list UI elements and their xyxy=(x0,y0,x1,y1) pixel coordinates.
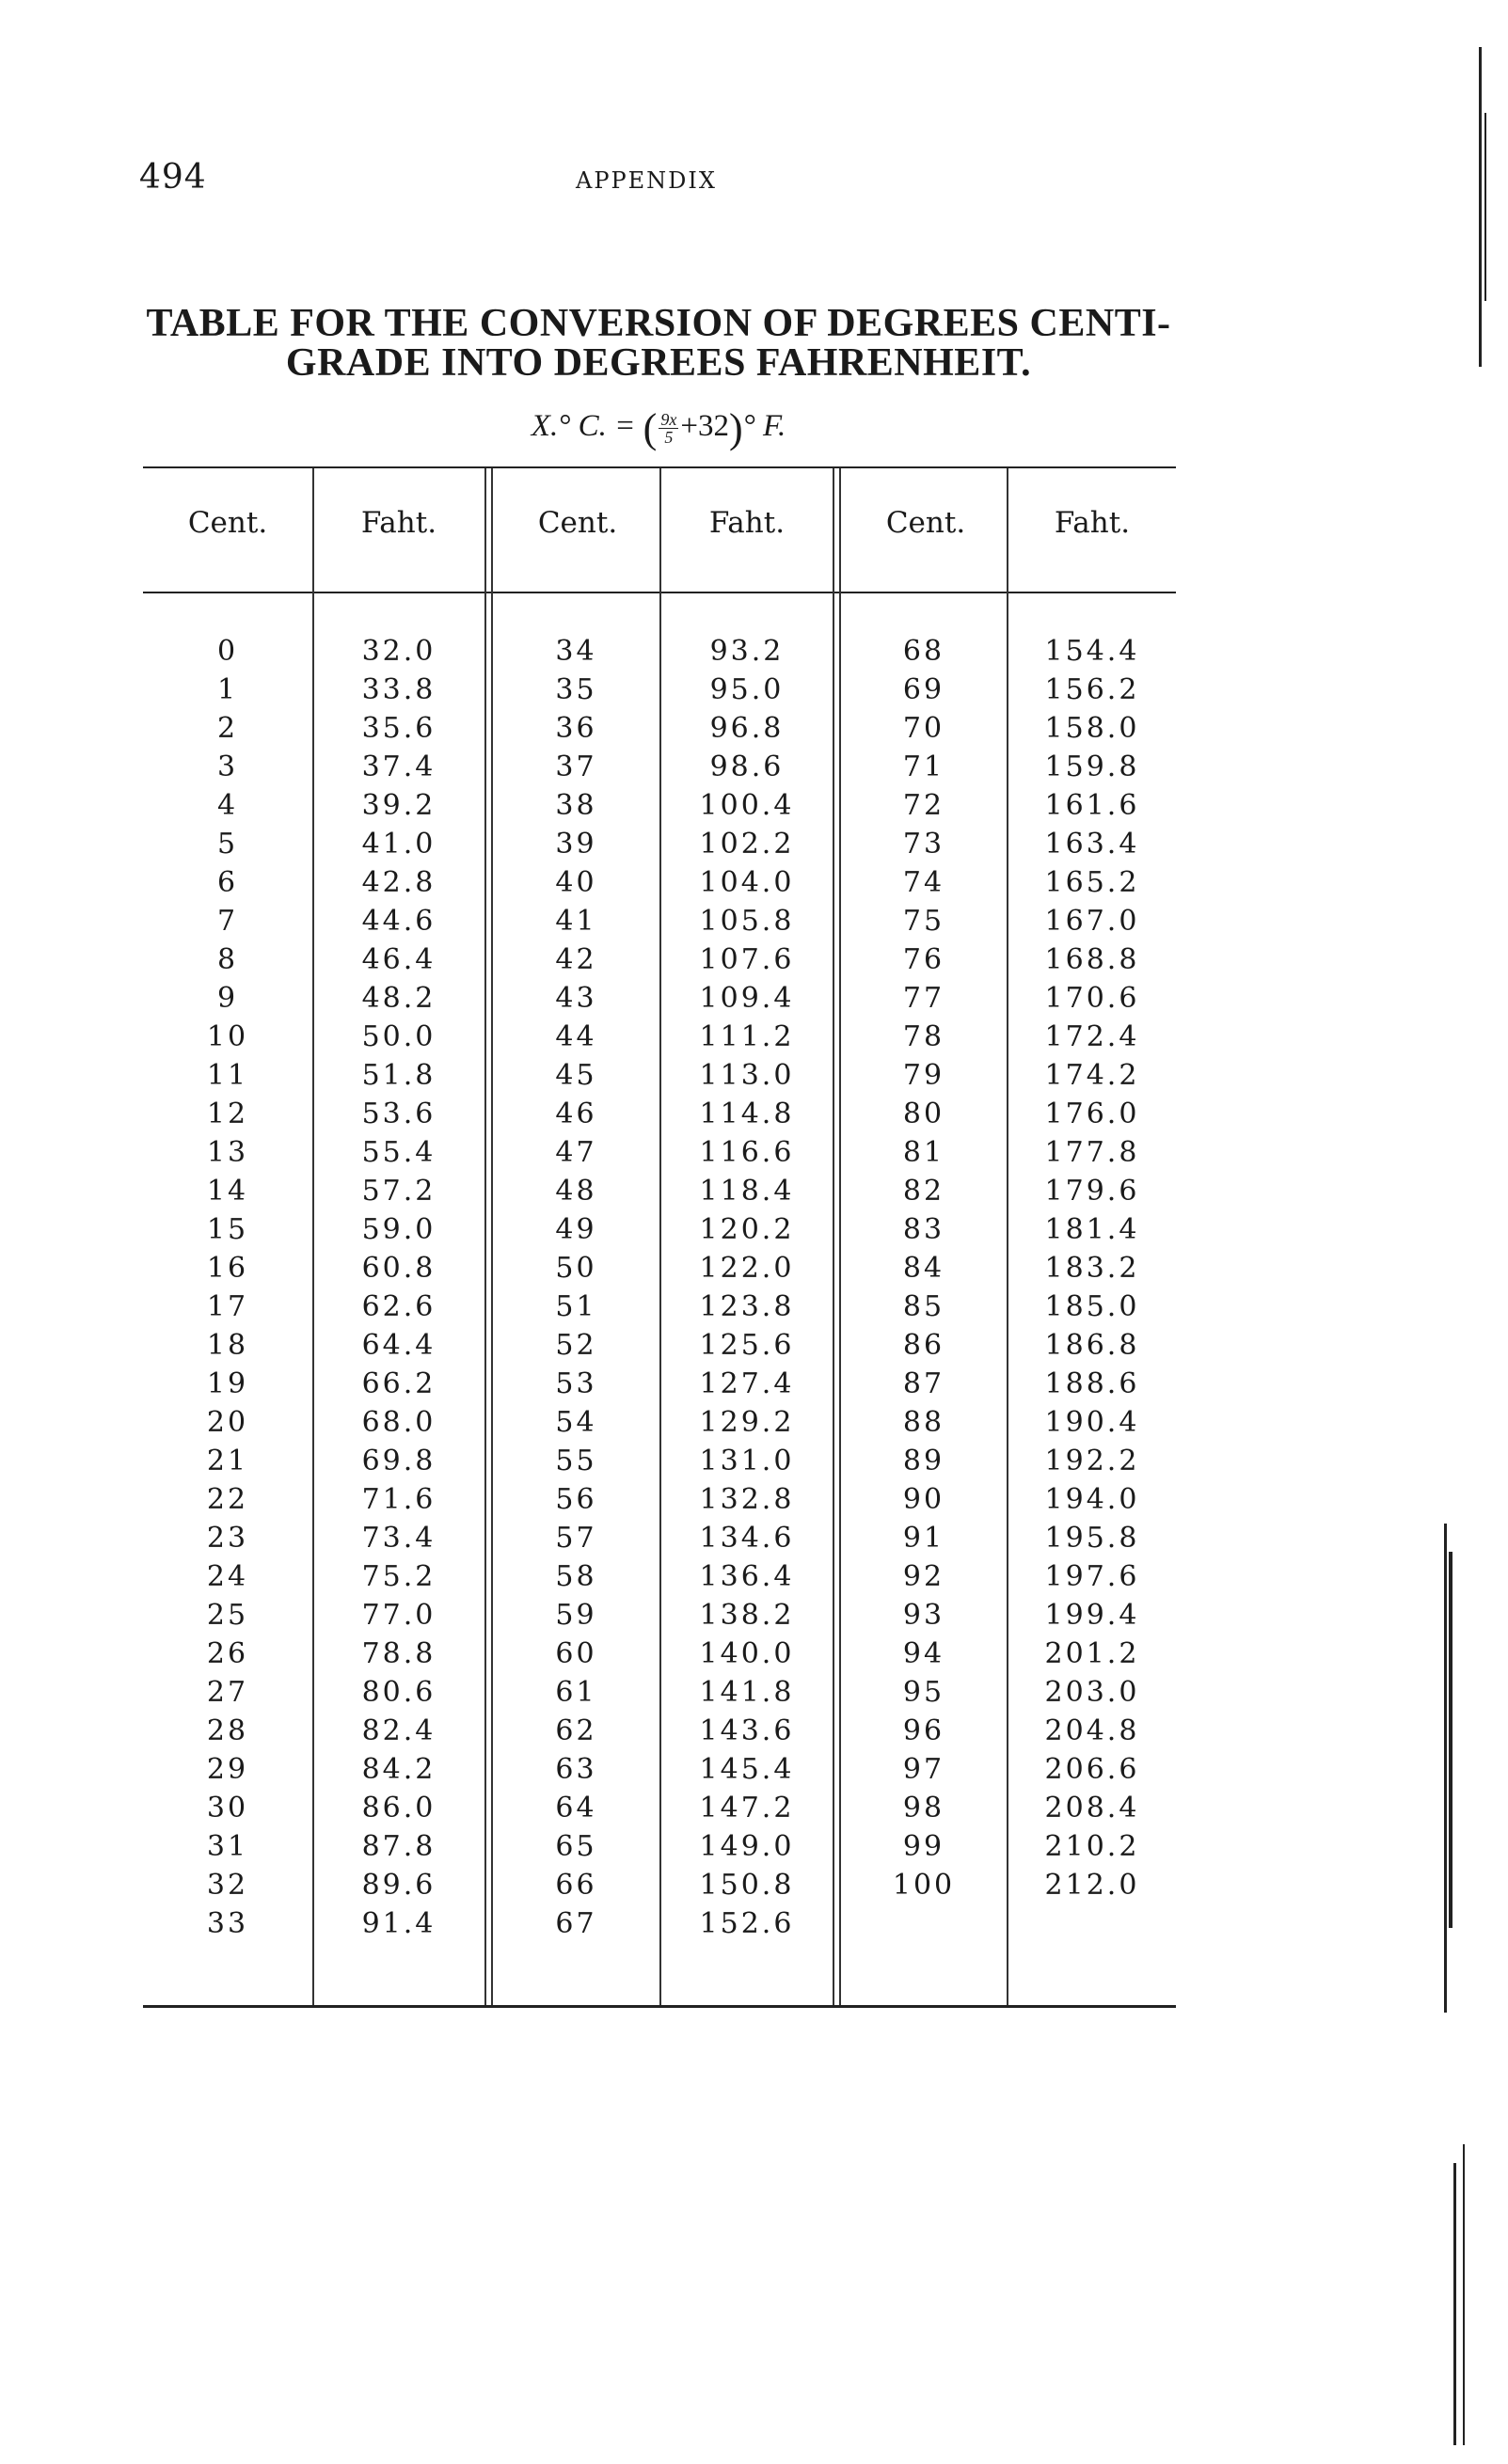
block-divider xyxy=(484,468,486,2005)
table-cell: 55.4 xyxy=(361,1136,437,1169)
table-cell: 16 xyxy=(206,1252,249,1285)
table-cell: 132.8 xyxy=(699,1483,795,1516)
table-cell: 42.8 xyxy=(361,866,437,899)
table-cell: 77 xyxy=(902,982,945,1015)
table-cell: 79 xyxy=(902,1059,945,1092)
table-cell: 53.6 xyxy=(361,1098,437,1130)
table-cell: 96 xyxy=(902,1714,945,1747)
table-cell: 98.6 xyxy=(709,750,785,783)
table-cell: 86.0 xyxy=(361,1792,437,1824)
table-cell: 66 xyxy=(555,1869,597,1902)
table-cell: 179.6 xyxy=(1044,1175,1140,1208)
table-cell: 98 xyxy=(902,1792,945,1824)
table-cell: 63 xyxy=(555,1753,597,1786)
table-cell: 9 xyxy=(216,982,239,1015)
table-cell: 123.8 xyxy=(699,1290,795,1323)
table-cell: 68.0 xyxy=(361,1406,437,1439)
table-cell: 113.0 xyxy=(699,1059,795,1092)
table-cell: 168.8 xyxy=(1044,943,1140,976)
table-cell: 163.4 xyxy=(1044,828,1140,861)
table-cell: 91 xyxy=(902,1522,945,1555)
table-cell: 67 xyxy=(555,1907,597,1940)
table-cell: 11 xyxy=(206,1059,249,1092)
table-cell: 17 xyxy=(206,1290,249,1323)
table-cell: 145.4 xyxy=(699,1753,795,1786)
table-cell: 48 xyxy=(555,1175,597,1208)
table-title xyxy=(141,303,1176,384)
table-cell: 93 xyxy=(902,1599,945,1632)
table-cell: 73 xyxy=(902,828,945,861)
table-cell: 87 xyxy=(902,1367,945,1400)
table-cell: 3 xyxy=(216,750,239,783)
table-cell: 14 xyxy=(206,1175,249,1208)
table-cell: 143.6 xyxy=(699,1714,795,1747)
table-cell: 73.4 xyxy=(361,1522,437,1555)
table-cell: 197.6 xyxy=(1044,1560,1140,1593)
table-cell: 1 xyxy=(216,673,239,706)
table-cell: 32 xyxy=(206,1869,249,1902)
table-cell: 27 xyxy=(206,1676,249,1709)
table-cell: 84 xyxy=(902,1252,945,1285)
title-line-2: GRADE INTO DEGREES FAHRENHEIT. xyxy=(285,341,1032,385)
table-cell: 206.6 xyxy=(1044,1753,1140,1786)
formula-numerator: 9x xyxy=(660,410,677,429)
table-cell: 96.8 xyxy=(709,712,785,745)
formula-lhs: X.° C. = xyxy=(531,409,643,444)
table-cell: 95.0 xyxy=(709,673,785,706)
table-cell: 40 xyxy=(555,866,597,899)
table-cell: 140.0 xyxy=(699,1637,795,1670)
table-cell: 34 xyxy=(555,635,597,668)
block-divider xyxy=(833,468,834,2005)
table-cell: 68 xyxy=(902,635,945,668)
table-cell: 167.0 xyxy=(1044,905,1140,938)
table-cell: 114.8 xyxy=(699,1098,795,1130)
table-cell: 51 xyxy=(555,1290,597,1323)
cent-column-2 xyxy=(493,632,659,1943)
table-cell: 176.0 xyxy=(1044,1098,1140,1130)
table-cell: 204.8 xyxy=(1044,1714,1140,1747)
table-cell: 54 xyxy=(555,1406,597,1439)
table-cell: 8 xyxy=(216,943,239,976)
faht-column-2 xyxy=(661,632,833,1943)
table-cell: 69.8 xyxy=(361,1445,437,1477)
table-cell: 199.4 xyxy=(1044,1599,1140,1632)
table-cell: 194.0 xyxy=(1044,1483,1140,1516)
table-cell: 71.6 xyxy=(361,1483,437,1516)
table-cell: 44.6 xyxy=(361,905,437,938)
table-cell: 75.2 xyxy=(361,1560,437,1593)
table-cell: 100 xyxy=(892,1869,956,1902)
table-cell: 201.2 xyxy=(1044,1637,1140,1670)
table-cell: 152.6 xyxy=(699,1907,795,1940)
scan-edge-mark xyxy=(1484,113,1486,301)
table-cell: 57 xyxy=(555,1522,597,1555)
table-cell: 165.2 xyxy=(1044,866,1140,899)
table-cell: 172.4 xyxy=(1044,1020,1140,1053)
close-paren-glyph: ) xyxy=(728,405,743,451)
table-cell: 59 xyxy=(555,1599,597,1632)
table-cell: 41 xyxy=(555,905,597,938)
table-cell: 118.4 xyxy=(699,1175,795,1208)
header-cent-1: Cent. xyxy=(187,506,268,540)
table-cell: 94 xyxy=(902,1637,945,1670)
table-cell: 62 xyxy=(555,1714,597,1747)
table-cell: 158.0 xyxy=(1044,712,1140,745)
table-cell: 43 xyxy=(555,982,597,1015)
table-cell: 37.4 xyxy=(361,750,437,783)
cent-column-3 xyxy=(841,632,1007,1904)
table-cell: 116.6 xyxy=(699,1136,795,1169)
table-cell: 39 xyxy=(555,828,597,861)
table-cell: 188.6 xyxy=(1044,1367,1140,1400)
table-cell: 33.8 xyxy=(361,673,437,706)
table-cell: 21 xyxy=(206,1445,249,1477)
table-cell: 45 xyxy=(555,1059,597,1092)
table-cell: 86 xyxy=(902,1329,945,1362)
table-cell: 22 xyxy=(206,1483,249,1516)
table-cell: 102.2 xyxy=(699,828,795,861)
table-cell: 69 xyxy=(902,673,945,706)
table-cell: 82 xyxy=(902,1175,945,1208)
table-cell: 177.8 xyxy=(1044,1136,1140,1169)
table-cell: 56 xyxy=(555,1483,597,1516)
table-cell: 104.0 xyxy=(699,866,795,899)
table-cell: 62.6 xyxy=(361,1290,437,1323)
table-cell: 159.8 xyxy=(1044,750,1140,783)
table-cell: 192.2 xyxy=(1044,1445,1140,1477)
table-cell: 66.2 xyxy=(361,1367,437,1400)
table-cell: 23 xyxy=(206,1522,249,1555)
table-cell: 154.4 xyxy=(1044,635,1140,668)
title-line-1: TABLE FOR THE CONVERSION OF DEGREES CENTI- xyxy=(146,302,1171,345)
scan-edge-mark xyxy=(1453,2163,1456,2445)
table-cell: 109.4 xyxy=(699,982,795,1015)
table-cell: 161.6 xyxy=(1044,789,1140,822)
table-cell: 149.0 xyxy=(699,1830,795,1863)
table-cell: 150.8 xyxy=(699,1869,795,1902)
table-cell: 203.0 xyxy=(1044,1676,1140,1709)
table-cell: 42 xyxy=(555,943,597,976)
table-cell: 131.0 xyxy=(699,1445,795,1477)
table-cell: 59.0 xyxy=(361,1213,437,1246)
faht-column-3 xyxy=(1008,632,1176,1904)
table-cell: 82.4 xyxy=(361,1714,437,1747)
running-head: APPENDIX xyxy=(576,167,717,194)
table-cell: 90 xyxy=(902,1483,945,1516)
table-cell: 89 xyxy=(902,1445,945,1477)
table-cell: 37 xyxy=(555,750,597,783)
header-faht-1: Faht. xyxy=(360,506,437,540)
table-cell: 210.2 xyxy=(1044,1830,1140,1863)
table-cell: 5 xyxy=(216,828,239,861)
table-cell: 78.8 xyxy=(361,1637,437,1670)
table-cell: 33 xyxy=(206,1907,249,1940)
header-faht-3: Faht. xyxy=(1054,506,1131,540)
table-cell: 138.2 xyxy=(699,1599,795,1632)
page-number: 494 xyxy=(139,158,207,197)
table-cell: 190.4 xyxy=(1044,1406,1140,1439)
table-cell: 64 xyxy=(555,1792,597,1824)
table-cell: 12 xyxy=(206,1098,249,1130)
table-cell: 181.4 xyxy=(1044,1213,1140,1246)
table-cell: 50 xyxy=(555,1252,597,1285)
table-cell: 97 xyxy=(902,1753,945,1786)
table-cell: 83 xyxy=(902,1213,945,1246)
table-cell: 74 xyxy=(902,866,945,899)
table-cell: 99 xyxy=(902,1830,945,1863)
table-cell: 18 xyxy=(206,1329,249,1362)
table-cell: 46.4 xyxy=(361,943,437,976)
table-cell: 71 xyxy=(902,750,945,783)
table-cell: 49 xyxy=(555,1213,597,1246)
table-cell: 24 xyxy=(206,1560,249,1593)
cent-column-1 xyxy=(143,632,312,1943)
table-cell: 58 xyxy=(555,1560,597,1593)
table-cell: 53 xyxy=(555,1367,597,1400)
table-cell: 32.0 xyxy=(361,635,437,668)
table-cell: 57.2 xyxy=(361,1175,437,1208)
table-cell: 88 xyxy=(902,1406,945,1439)
table-cell: 92 xyxy=(902,1560,945,1593)
formula-fraction xyxy=(659,411,678,446)
table-cell: 7 xyxy=(216,905,239,938)
table-cell: 46 xyxy=(555,1098,597,1130)
table-cell: 170.6 xyxy=(1044,982,1140,1015)
table-cell: 39.2 xyxy=(361,789,437,822)
table-cell: 183.2 xyxy=(1044,1252,1140,1285)
table-cell: 134.6 xyxy=(699,1522,795,1555)
table-cell: 19 xyxy=(206,1367,249,1400)
formula-denominator: 5 xyxy=(664,428,674,447)
table-cell: 111.2 xyxy=(699,1020,795,1053)
table-cell: 61 xyxy=(555,1676,597,1709)
table-cell: 87.8 xyxy=(361,1830,437,1863)
table-cell: 81 xyxy=(902,1136,945,1169)
table-cell: 185.0 xyxy=(1044,1290,1140,1323)
header-cent-2: Cent. xyxy=(537,506,618,540)
table-cell: 41.0 xyxy=(361,828,437,861)
table-cell: 127.4 xyxy=(699,1367,795,1400)
formula-addend: +32 xyxy=(680,409,729,444)
table-cell: 50.0 xyxy=(361,1020,437,1053)
table-cell: 44 xyxy=(555,1020,597,1053)
header-faht-2: Faht. xyxy=(708,506,786,540)
scan-edge-mark xyxy=(1463,2144,1465,2445)
faht-column-1 xyxy=(314,632,484,1943)
table-cell: 36 xyxy=(555,712,597,745)
table-cell: 65 xyxy=(555,1830,597,1863)
header-cent-3: Cent. xyxy=(885,506,966,540)
table-cell: 47 xyxy=(555,1136,597,1169)
table-cell: 60.8 xyxy=(361,1252,437,1285)
formula-rhs: ° F. xyxy=(742,409,786,444)
table-cell: 120.2 xyxy=(699,1213,795,1246)
table-cell: 174.2 xyxy=(1044,1059,1140,1092)
table-cell: 95 xyxy=(902,1676,945,1709)
table-cell: 85 xyxy=(902,1290,945,1323)
table-cell: 77.0 xyxy=(361,1599,437,1632)
table-cell: 186.8 xyxy=(1044,1329,1140,1362)
open-paren-glyph: ( xyxy=(643,405,658,451)
table-cell: 10 xyxy=(206,1020,249,1053)
table-cell: 31 xyxy=(206,1830,249,1863)
table-cell: 147.2 xyxy=(699,1792,795,1824)
table-cell: 91.4 xyxy=(361,1907,437,1940)
table-cell: 100.4 xyxy=(699,789,795,822)
table-cell: 0 xyxy=(216,635,239,668)
scan-edge-mark xyxy=(1444,1524,1447,2013)
table-cell: 208.4 xyxy=(1044,1792,1140,1824)
table-cell: 107.6 xyxy=(699,943,795,976)
table-cell: 212.0 xyxy=(1044,1869,1140,1902)
table-cell: 29 xyxy=(206,1753,249,1786)
table-cell: 51.8 xyxy=(361,1059,437,1092)
scan-edge-mark xyxy=(1449,1552,1452,1928)
table-cell: 89.6 xyxy=(361,1869,437,1902)
table-cell: 80.6 xyxy=(361,1676,437,1709)
table-cell: 52 xyxy=(555,1329,597,1362)
table-cell: 15 xyxy=(206,1213,249,1246)
table-cell: 156.2 xyxy=(1044,673,1140,706)
table-cell: 75 xyxy=(902,905,945,938)
table-cell: 136.4 xyxy=(699,1560,795,1593)
table-cell: 141.8 xyxy=(699,1676,795,1709)
table-cell: 122.0 xyxy=(699,1252,795,1285)
table-cell: 13 xyxy=(206,1136,249,1169)
table-cell: 195.8 xyxy=(1044,1522,1140,1555)
table-cell: 72 xyxy=(902,789,945,822)
table-cell: 105.8 xyxy=(699,905,795,938)
table-cell: 20 xyxy=(206,1406,249,1439)
table-cell: 129.2 xyxy=(699,1406,795,1439)
table-cell: 84.2 xyxy=(361,1753,437,1786)
table-cell: 30 xyxy=(206,1792,249,1824)
table-cell: 28 xyxy=(206,1714,249,1747)
table-cell: 2 xyxy=(216,712,239,745)
table-cell: 26 xyxy=(206,1637,249,1670)
table-cell: 55 xyxy=(555,1445,597,1477)
conversion-formula xyxy=(141,404,1176,452)
table-cell: 38 xyxy=(555,789,597,822)
table-cell: 48.2 xyxy=(361,982,437,1015)
table-cell: 35.6 xyxy=(361,712,437,745)
table-cell: 125.6 xyxy=(699,1329,795,1362)
table-cell: 25 xyxy=(206,1599,249,1632)
table-cell: 76 xyxy=(902,943,945,976)
table-cell: 35 xyxy=(555,673,597,706)
table-cell: 6 xyxy=(216,866,239,899)
table-cell: 64.4 xyxy=(361,1329,437,1362)
table-cell: 93.2 xyxy=(709,635,785,668)
table-cell: 80 xyxy=(902,1098,945,1130)
table-cell: 78 xyxy=(902,1020,945,1053)
table-cell: 60 xyxy=(555,1637,597,1670)
table-cell: 4 xyxy=(216,789,239,822)
table-bottom-rule xyxy=(143,2005,1176,2008)
scan-edge-mark xyxy=(1479,47,1482,367)
table-cell: 70 xyxy=(902,712,945,745)
